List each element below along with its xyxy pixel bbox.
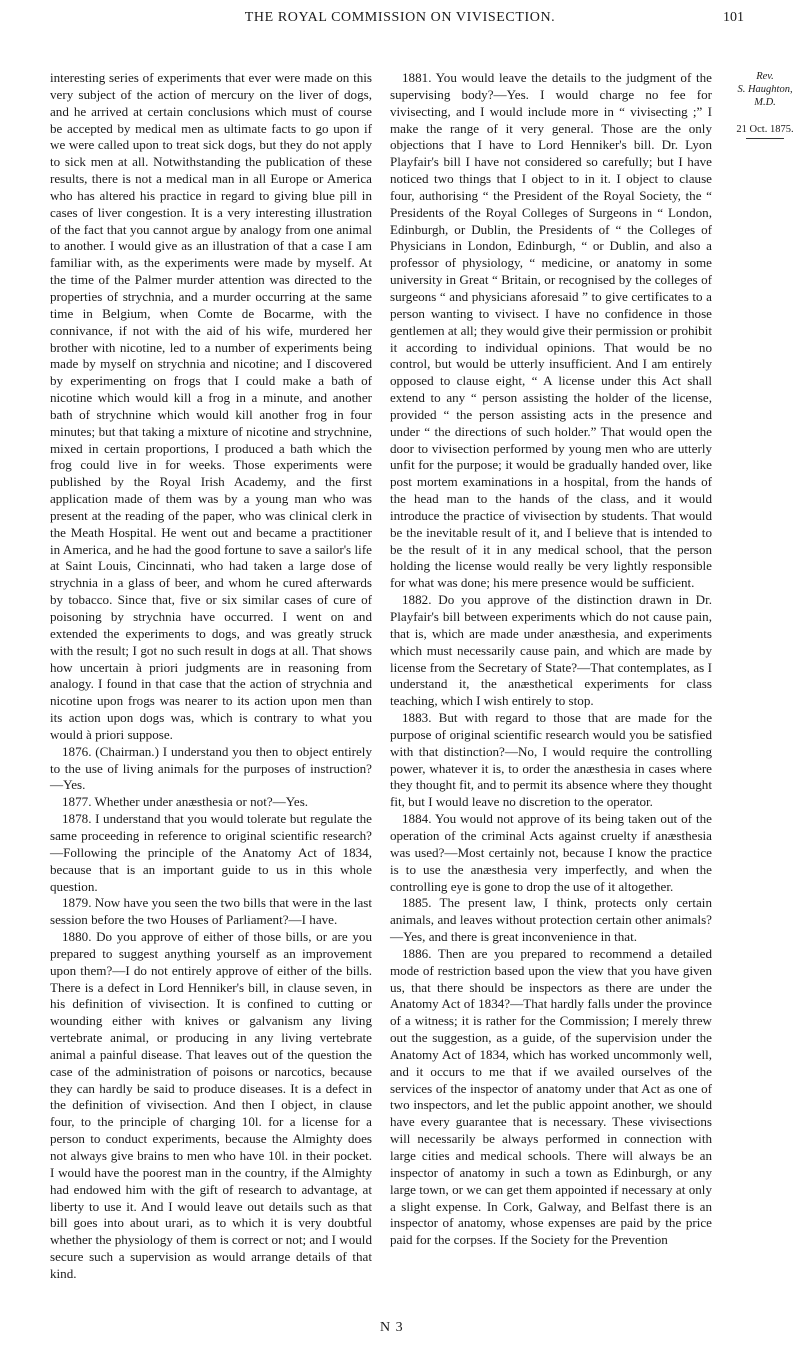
paragraph: 1879. Now have you seen the two bills that were in the last session before the two Houses of Parliament?—I have. — [50, 895, 372, 928]
paragraph: interesting series of experiments that ever were made on this very subject of the action of mercury on the liver of dogs, and he arrived at certain conclusions which must of course be accepted by medical men as ultimate facts to go upon if we were called upon to treat sick dogs, but they do not apply to sick men at all. Notwithstanding the publication of these results, there is not a medical man in all Europe or America who has altered his practice in regard to giving blue pill in cases of liver congestion. It is a very interesting illustration of the fact that you cannot argue by analogy from one animal to another. I would give as an illustration of that a case I am familiar with, as the experiments were made by myself. At the time of the Palmer murder attention was directed to the properties of strychnia, and a murder occurring at the same time in Belgium, when Comte de Bocarme, with the connivance, if not with the aid of his wife, murdered her brother with nicotine, led to a number of experiments being made by myself on strychnia and nicotine; and I discovered by experimenting on frogs that I could make a bath of nicotine which would kill a frog in a minute, and another bath of strychnine which would kill another frog in four minutes; but that taking a mixture of nicotine and strychnine, mixed in certain proportions, I produced a bath which the frog could live in for weeks. Those experiments were published by the Royal Irish Academy, and the first application made of them was by a young man who was present at the reading of the paper, who was clinical clerk in the Meath Hospital. He went out and became a practitioner in America, and he had the good fortune to save a sailor's life at Saint Louis, Cincinnati, who had taken a large dose of strychnia in a glass of beer, and whom he cured afterwards by tobacco. Since that, five or six similar cases of cure of poisoning by strychnia have occurred. I went on and extended the experiments to dogs, and was greatly struck with the result; I got no such result in dogs at all. That shows how uncertain à priori judgments are in reasoning from analogy. I found in that case that the action of strychnia and nicotine upon frogs was nearer to its action upon men than its action upon dogs was, which is contrary to what you would à priori suppose. — [50, 70, 372, 742]
signature-mark: N 3 — [380, 1320, 404, 1335]
witness-date: 21 Oct. 1875. — [736, 124, 794, 135]
paragraph: 1877. Whether under anæsthesia or not?—Yes. — [62, 794, 309, 810]
paragraph: 1886. Then are you prepared to recommend a detailed mode of restriction based upon the view that you have given us, that there should be inspectors as there are under the Anatomy Act of 1834?—That hardly falls under the province of a witness; it is rather for the Commission; I merely threw out the suggestion, as a guide, of the supervision under the Anatomy Act of 1834, which has worked uncommonly well, and it occurs to me that if we availed ourselves of the services of the inspector of anatomy under that Act as one of two inspectors, and let the public appoint another, we should have every guarantee that is necessary. These vivisections will necessarily be always performed in connection with large cities and medical schools. There will always be an inspector of anatomy in such a town as Edinburgh, or any large town, or we can get them appointed if necessary at only a slight expense. In Cork, Galway, and Belfast there is an inspector of anatomy, whose expenses are paid by the price paid for the corpses. If the Society for the Prevention — [390, 945, 712, 1248]
paragraph: 1885. The present law, I think, protects only certain animals, and leaves without protection certain other animals?—Yes, and there is great inconvenience in that. — [390, 895, 712, 945]
paragraph: 1880. Do you approve of either of those bills, or are you prepared to suggest anything yourself as an improvement upon them?—I do not entirely approve of either of the bills. There is a defect in Lord Henniker's bill, in clause seven, in his definition of vivisection. It is confined to cutting or wounding either with knives or galvanism any living vertebrate animal, or producing in any living vertebrate animal a painful disease. That leaves out of the question the case of the administration of poisons or narcotics, because they can hardly be said to produce diseases. It is a defect in the definition of vivisection. And then I object, in clause four, to the principle of charging 10l. for a license for a person to conduct experiments, because the Almighty does not always give brains to men who have 10l. in their pocket. I would have the poorest man in the country, if the Almighty had endowed him with the gift of research to advantage, at liberty to use it. And I would leave out details such as that bill goes into about urari, as to which it is very doubtful whether the physiology of them is correct or not; and I would secure such a supervision as would arrange details of that kind. — [50, 929, 372, 1281]
margin-rule — [746, 138, 784, 139]
left-column — [50, 70, 372, 1283]
right-column — [390, 70, 712, 1249]
page-number: 101 — [723, 10, 744, 25]
paragraph: 1884. You would not approve of its being taken out of the operation of the criminal Acts against cruelty if anæsthesia was used?—Most certainly not, because I know the practice is to use the anæsthesia very imperfectly, and when the controlling eye is gone to drop the use of it altogether. — [390, 811, 712, 894]
running-title: THE ROYAL COMMISSION ON VIVISECTION. — [244, 10, 556, 25]
margin-note — [733, 70, 797, 139]
paragraph: 1876. (Chairman.) I understand you then to object entirely to the use of living animals for the purposes of instruction?—Yes. — [50, 743, 372, 793]
paragraph: 1882. Do you approve of the distinction drawn in Dr. Playfair's bill between experiments which do not cause pain, that is, which are made under anæsthesia, and experiments which must necessarily cause pain, and which are made by license from the Secretary of State?—That contemplates, as I understand it, the anæsthetical experiments for class teaching, which I wish entirely to stop. — [390, 592, 712, 709]
witness-name: S. Haughton, — [737, 84, 793, 95]
paragraph: 1881. You would leave the details to the judgment of the supervising body?—Yes. I would charge no fee for vivisecting, and I would include more in “ vivisecting ;” I make the range of it very general. Those are the only objections that I have to Lord Henniker's bill. Dr. Lyon Playfair's bill I have not considered so carefully; but I have noticed two things that I object to in it. I object to clause four, authorising “ the President of the Royal Society, the “ Presidents of the Royal Colleges of Surgeons in “ London, Edinburgh, or Dublin, the Presidents of “ the Colleges of Physicians in London, Edinburgh, “ or Dublin, and also a professor of physiology, “ medicine, or anatomy in some university in Great “ Britain, or recognised by the colleges of surgeons “ and physicians aforesaid ” to give certificates to a person wanting to vivisect. I have no confidence in those gentlemen at all; they would give their permission or prohibit it according to individual opinions. That would be no control, but would be utterly insufficient. And I am entirely opposed to clause eight, “ A license under this Act shall extend to any “ person assisting the holder of the license, provided “ the person assisting acts in the presence and under “ the directions of such holder.” That would open the door to vivisection performed by young men who are utterly unfit for the purpose; it would be gradually handed over, like post mortem examinations in a hospital, from the hands of the head man to the hands of the class, and it would introduce the practice of vivisection by students. That would be the inevitable result of it, and I believe that is intended to be the result of it in any medical school, that the person holding the license would really be very lightly responsible for what was done; his mere presence would be sufficient. — [390, 70, 712, 591]
witness-degree: M.D. — [754, 97, 776, 108]
paragraph: 1878. I understand that you would tolerate but regulate the same proceeding in reference to original scientific research?—Following the principle of the Anatomy Act of 1834, because that is an important guide to us in this whole question. — [50, 811, 372, 894]
witness-title: Rev. — [756, 71, 774, 82]
page-header — [0, 8, 800, 32]
paragraph: 1883. But with regard to those that are made for the purpose of original scientific research would you be satisfied with that distinction?—No, I would require the controlling power, whatever it is, to order the anæsthesia in cases where they thought fit, and to permit its absence where they thought fit, but I would leave no discretion to the operator. — [390, 710, 712, 810]
